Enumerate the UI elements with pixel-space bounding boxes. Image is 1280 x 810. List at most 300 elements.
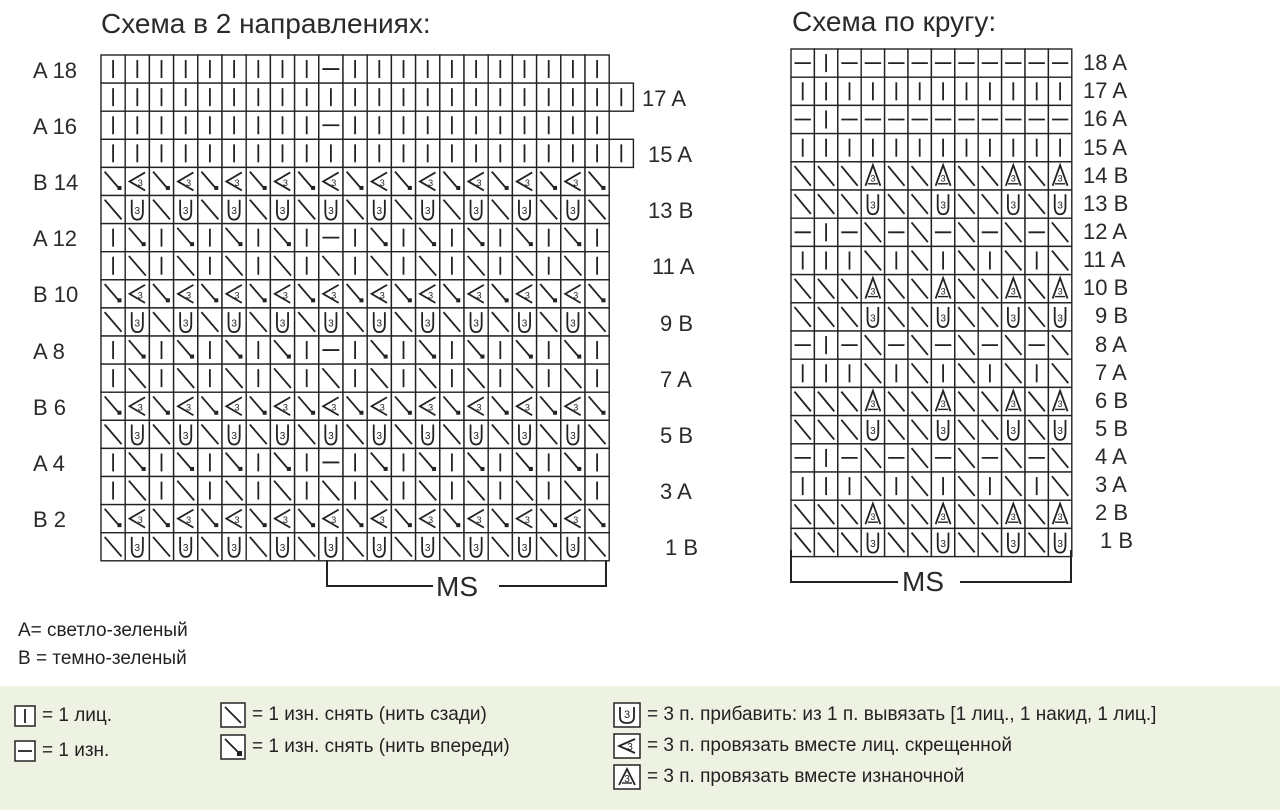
knit-stitch xyxy=(270,83,294,111)
increase-stitch xyxy=(512,196,536,224)
left-chart-title: Схема в 2 направлениях: xyxy=(101,8,431,39)
dec-purl-stitch xyxy=(1048,275,1071,303)
knit-stitch xyxy=(1025,77,1048,105)
knit-stitch xyxy=(585,477,609,505)
slip-back-stitch xyxy=(814,275,837,303)
slip-front-stitch xyxy=(295,505,319,533)
knit-stitch xyxy=(367,55,391,83)
purl-stitch xyxy=(861,49,884,77)
knit-stitch xyxy=(416,55,440,83)
slip-back-stitch xyxy=(149,196,173,224)
svg-text:3: 3 xyxy=(1057,426,1063,438)
slip-back-stitch xyxy=(814,416,837,444)
knit-stitch xyxy=(246,252,270,280)
row-label: 13 B xyxy=(1083,191,1129,216)
row-label: 16 A xyxy=(1083,106,1128,131)
row-label: B 2 xyxy=(33,507,67,532)
slip-back-stitch xyxy=(1048,472,1071,500)
svg-text:3: 3 xyxy=(1057,313,1063,325)
increase-stitch xyxy=(931,416,954,444)
slip-back-stitch xyxy=(1048,359,1071,387)
knit-stitch xyxy=(814,218,837,246)
purl-symbol-icon xyxy=(14,740,36,762)
slip-front-stitch xyxy=(464,224,488,252)
purl-stitch xyxy=(791,218,814,246)
slip-back-stitch xyxy=(861,246,884,274)
knit-stitch xyxy=(343,83,367,111)
legend-slip-front-text: = 1 изн. снять (нить впереди) xyxy=(252,736,510,757)
knit-stitch xyxy=(198,111,222,139)
slip-front-stitch xyxy=(391,505,415,533)
knit-stitch xyxy=(1002,134,1025,162)
slip-front-stitch xyxy=(222,448,246,476)
knit-stitch xyxy=(978,134,1001,162)
slip-back-stitch xyxy=(791,162,814,190)
svg-text:3: 3 xyxy=(524,177,530,188)
knit-stitch xyxy=(488,477,512,505)
row-label: 15 A xyxy=(648,142,693,167)
slip-front-stitch xyxy=(222,336,246,364)
slip-back-stitch xyxy=(838,190,861,218)
slip-back-stitch xyxy=(1002,359,1025,387)
increase-stitch xyxy=(861,416,884,444)
knit-stitch xyxy=(319,139,343,167)
knit-stitch xyxy=(1048,134,1071,162)
slip-back-stitch xyxy=(838,416,861,444)
increase-stitch xyxy=(319,420,343,448)
slip-back-stitch xyxy=(908,275,931,303)
knit-stitch xyxy=(295,55,319,83)
slip-back-stitch xyxy=(537,308,561,336)
knit-stitch xyxy=(464,111,488,139)
increase-stitch xyxy=(222,308,246,336)
slip-back-stitch xyxy=(537,196,561,224)
dec-purl-stitch xyxy=(1002,162,1025,190)
slip-front-symbol-icon xyxy=(220,734,246,760)
svg-text:3: 3 xyxy=(473,318,479,330)
slip-front-stitch xyxy=(270,336,294,364)
slip-back-stitch xyxy=(101,533,125,561)
knit-stitch xyxy=(908,77,931,105)
slip-back-stitch xyxy=(149,308,173,336)
svg-text:3: 3 xyxy=(428,177,434,188)
dec-knit-tbl-stitch xyxy=(319,505,343,533)
dec-knit-tbl-stitch xyxy=(561,505,585,533)
slip-back-stitch xyxy=(464,252,488,280)
knit-stitch xyxy=(295,139,319,167)
svg-text:3: 3 xyxy=(328,430,334,442)
svg-text:3: 3 xyxy=(379,402,385,413)
knit-stitch xyxy=(791,359,814,387)
slip-back-stitch xyxy=(416,364,440,392)
slip-back-stitch xyxy=(1025,162,1048,190)
dec-knit-tbl-stitch xyxy=(174,280,198,308)
knit-stitch xyxy=(838,134,861,162)
svg-text:3: 3 xyxy=(521,206,528,218)
knit-stitch xyxy=(885,134,908,162)
knit-stitch xyxy=(814,134,837,162)
slip-back-stitch xyxy=(343,420,367,448)
increase-stitch xyxy=(861,303,884,331)
increase-stitch xyxy=(416,533,440,561)
svg-text:3: 3 xyxy=(573,515,579,526)
slip-back-stitch xyxy=(1048,444,1071,472)
svg-text:3: 3 xyxy=(476,290,482,301)
slip-back-stitch xyxy=(814,162,837,190)
svg-text:3: 3 xyxy=(279,206,286,218)
svg-text:3: 3 xyxy=(870,426,876,438)
increase-stitch xyxy=(367,308,391,336)
dec-knit-tbl-stitch xyxy=(319,392,343,420)
knit-stitch xyxy=(838,77,861,105)
slip-front-stitch xyxy=(488,392,512,420)
knit-stitch xyxy=(198,448,222,476)
knit-stitch xyxy=(416,83,440,111)
knit-stitch xyxy=(174,83,198,111)
knit-stitch xyxy=(861,77,884,105)
dec-purl-stitch xyxy=(931,275,954,303)
slip-back-stitch xyxy=(174,477,198,505)
knit-stitch xyxy=(367,83,391,111)
slip-back-stitch xyxy=(955,275,978,303)
knit-stitch xyxy=(955,77,978,105)
slip-back-stitch xyxy=(908,387,931,415)
increase-stitch xyxy=(319,308,343,336)
slip-back-stitch xyxy=(861,359,884,387)
slip-back-stitch xyxy=(391,308,415,336)
knit-stitch xyxy=(125,111,149,139)
svg-text:3: 3 xyxy=(1010,399,1016,410)
knit-stitch xyxy=(295,111,319,139)
slip-back-stitch xyxy=(391,533,415,561)
slip-front-stitch xyxy=(343,505,367,533)
slip-front-stitch xyxy=(537,167,561,195)
svg-text:3: 3 xyxy=(1010,511,1016,522)
svg-text:3: 3 xyxy=(376,206,383,218)
slip-back-stitch xyxy=(391,196,415,224)
svg-text:3: 3 xyxy=(379,515,385,526)
knit-stitch xyxy=(861,134,884,162)
slip-back-stitch xyxy=(955,303,978,331)
slip-back-stitch xyxy=(198,420,222,448)
slip-back-stitch xyxy=(861,331,884,359)
dec-purl-stitch xyxy=(861,387,884,415)
svg-text:3: 3 xyxy=(234,515,240,526)
svg-text:3: 3 xyxy=(186,402,192,413)
dec-knit-tbl-stitch xyxy=(125,280,149,308)
slip-back-stitch xyxy=(1025,416,1048,444)
dec-purl-stitch xyxy=(1048,500,1071,528)
svg-text:3: 3 xyxy=(424,206,431,218)
knit-stitch xyxy=(295,224,319,252)
slip-back-stitch xyxy=(537,533,561,561)
svg-text:3: 3 xyxy=(870,399,876,410)
knit-stitch xyxy=(537,111,561,139)
right-stitch-chart xyxy=(790,48,1074,558)
knit-stitch xyxy=(125,139,149,167)
knit-stitch xyxy=(246,224,270,252)
svg-text:3: 3 xyxy=(573,290,579,301)
purl-stitch xyxy=(1048,49,1071,77)
svg-text:3: 3 xyxy=(282,402,288,413)
knit-stitch xyxy=(149,111,173,139)
dec-knit-tbl-stitch xyxy=(174,505,198,533)
knit-symbol-icon xyxy=(14,705,36,727)
slip-front-stitch xyxy=(585,392,609,420)
dec-knit-tbl-stitch xyxy=(367,167,391,195)
row-label: 11 A xyxy=(652,254,695,279)
increase-stitch xyxy=(174,308,198,336)
knit-stitch xyxy=(537,336,561,364)
slip-front-stitch xyxy=(174,336,198,364)
dec-knit-tbl-stitch xyxy=(222,280,246,308)
knit-stitch xyxy=(343,224,367,252)
increase-stitch xyxy=(270,196,294,224)
slip-back-stitch xyxy=(149,533,173,561)
slip-front-stitch xyxy=(101,505,125,533)
slip-back-stitch xyxy=(955,246,978,274)
slip-back-stitch xyxy=(978,387,1001,415)
dec-knit-tbl-stitch xyxy=(222,505,246,533)
increase-stitch xyxy=(512,308,536,336)
knit-stitch xyxy=(561,83,585,111)
increase-stitch xyxy=(561,420,585,448)
purl-stitch xyxy=(838,444,861,472)
knit-stitch xyxy=(440,252,464,280)
dec-knit-tbl-stitch xyxy=(222,167,246,195)
svg-text:3: 3 xyxy=(134,318,141,330)
increase-stitch xyxy=(1002,416,1025,444)
slip-back-stitch xyxy=(814,303,837,331)
svg-text:3: 3 xyxy=(940,286,946,297)
svg-text:3: 3 xyxy=(279,430,286,442)
slip-back-symbol-icon xyxy=(220,702,246,728)
purl-stitch xyxy=(319,336,343,364)
slip-back-stitch xyxy=(908,472,931,500)
slip-front-stitch xyxy=(149,505,173,533)
knit-stitch xyxy=(174,55,198,83)
increase-stitch xyxy=(270,533,294,561)
slip-back-stitch xyxy=(343,196,367,224)
knit-stitch xyxy=(440,139,464,167)
slip-back-stitch xyxy=(440,308,464,336)
knit-stitch xyxy=(101,364,125,392)
knit-stitch xyxy=(343,336,367,364)
slip-back-stitch xyxy=(246,533,270,561)
legend-dec-purl-text: = 3 п. провязать вместе изнаночной xyxy=(647,766,965,787)
increase-stitch xyxy=(416,196,440,224)
slip-back-stitch xyxy=(222,477,246,505)
svg-text:3: 3 xyxy=(1010,313,1017,325)
slip-front-stitch xyxy=(440,167,464,195)
dec-purl-stitch xyxy=(861,162,884,190)
knit-stitch xyxy=(222,55,246,83)
increase-stitch xyxy=(174,533,198,561)
svg-text:3: 3 xyxy=(1010,286,1016,297)
slip-back-stitch xyxy=(1002,331,1025,359)
slip-back-stitch xyxy=(908,444,931,472)
purl-stitch xyxy=(978,105,1001,133)
slip-back-stitch xyxy=(198,308,222,336)
svg-text:3: 3 xyxy=(870,173,876,184)
knit-stitch xyxy=(295,477,319,505)
slip-back-stitch xyxy=(416,477,440,505)
slip-back-stitch xyxy=(561,252,585,280)
slip-back-stitch xyxy=(101,420,125,448)
purl-stitch xyxy=(931,105,954,133)
knit-stitch xyxy=(391,448,415,476)
knit-stitch xyxy=(174,111,198,139)
increase-stitch xyxy=(174,420,198,448)
svg-text:3: 3 xyxy=(134,430,141,442)
knit-stitch xyxy=(537,55,561,83)
knit-stitch xyxy=(391,252,415,280)
svg-text:3: 3 xyxy=(1010,173,1016,184)
slip-front-stitch xyxy=(246,280,270,308)
knit-stitch xyxy=(585,364,609,392)
knit-stitch xyxy=(885,472,908,500)
slip-back-stitch xyxy=(791,275,814,303)
knit-stitch xyxy=(464,83,488,111)
svg-text:3: 3 xyxy=(428,402,434,413)
slip-front-stitch xyxy=(537,280,561,308)
svg-text:3: 3 xyxy=(182,430,189,442)
svg-text:3: 3 xyxy=(137,515,143,526)
knit-stitch xyxy=(198,364,222,392)
svg-text:3: 3 xyxy=(473,206,479,218)
purl-stitch xyxy=(955,49,978,77)
knit-stitch xyxy=(149,83,173,111)
svg-text:3: 3 xyxy=(331,177,337,188)
increase-stitch xyxy=(1048,416,1071,444)
knit-stitch xyxy=(561,139,585,167)
dec-knit-tbl-stitch xyxy=(174,392,198,420)
purl-stitch xyxy=(955,105,978,133)
slip-back-stitch xyxy=(149,420,173,448)
slip-front-stitch xyxy=(198,392,222,420)
knit-stitch xyxy=(585,448,609,476)
slip-back-stitch xyxy=(488,420,512,448)
knit-stitch xyxy=(246,83,270,111)
increase-stitch xyxy=(561,308,585,336)
slip-front-stitch xyxy=(174,224,198,252)
knit-stitch xyxy=(343,55,367,83)
slip-back-stitch xyxy=(125,477,149,505)
slip-front-stitch xyxy=(367,448,391,476)
knit-stitch xyxy=(838,472,861,500)
row-label: B 10 xyxy=(33,282,79,307)
slip-front-stitch xyxy=(512,448,536,476)
svg-text:3: 3 xyxy=(137,177,143,188)
increase-stitch xyxy=(125,533,149,561)
knit-stitch xyxy=(101,111,125,139)
row-label: 13 B xyxy=(648,198,694,223)
knit-stitch xyxy=(295,336,319,364)
svg-text:3: 3 xyxy=(331,290,337,301)
knit-stitch xyxy=(391,224,415,252)
row-label: A 8 xyxy=(33,339,65,364)
knit-stitch xyxy=(885,359,908,387)
knit-stitch xyxy=(931,77,954,105)
dec-knit-tbl-stitch xyxy=(464,505,488,533)
slip-front-stitch xyxy=(440,505,464,533)
svg-text:3: 3 xyxy=(282,177,288,188)
knit-stitch xyxy=(1025,472,1048,500)
dec-purl-stitch xyxy=(861,275,884,303)
purl-stitch xyxy=(978,218,1001,246)
slip-front-stitch xyxy=(125,336,149,364)
svg-text:3: 3 xyxy=(573,177,579,188)
slip-back-stitch xyxy=(246,308,270,336)
slip-front-stitch xyxy=(295,392,319,420)
knit-stitch xyxy=(585,336,609,364)
knit-stitch xyxy=(246,336,270,364)
svg-text:3: 3 xyxy=(940,539,946,551)
knit-stitch xyxy=(391,83,415,111)
slip-front-stitch xyxy=(537,392,561,420)
increase-stitch xyxy=(367,533,391,561)
knit-stitch xyxy=(561,55,585,83)
slip-back-stitch xyxy=(978,303,1001,331)
purl-stitch xyxy=(978,331,1001,359)
knit-stitch xyxy=(537,448,561,476)
slip-back-stitch xyxy=(791,387,814,415)
slip-back-stitch xyxy=(955,190,978,218)
slip-front-stitch xyxy=(222,224,246,252)
slip-back-stitch xyxy=(198,533,222,561)
slip-back-stitch xyxy=(319,477,343,505)
knit-stitch xyxy=(1048,77,1071,105)
slip-back-stitch xyxy=(367,364,391,392)
svg-text:3: 3 xyxy=(328,206,334,218)
knit-stitch xyxy=(295,448,319,476)
knit-stitch xyxy=(222,139,246,167)
dec-purl-stitch xyxy=(1048,162,1071,190)
svg-text:3: 3 xyxy=(1010,200,1017,212)
dec-knit-tbl-stitch xyxy=(222,392,246,420)
slip-front-stitch xyxy=(561,224,585,252)
dec-knit-tbl-stitch xyxy=(270,392,294,420)
slip-back-stitch xyxy=(198,196,222,224)
slip-back-stitch xyxy=(955,500,978,528)
row-label: 14 B xyxy=(1083,163,1129,188)
svg-text:3: 3 xyxy=(134,543,141,555)
svg-text:3: 3 xyxy=(186,177,192,188)
dec-knit-tbl-stitch xyxy=(464,167,488,195)
slip-back-stitch xyxy=(101,308,125,336)
purl-stitch xyxy=(931,331,954,359)
knit-stitch xyxy=(814,444,837,472)
svg-text:3: 3 xyxy=(282,290,288,301)
right-ms-label: MS xyxy=(902,566,944,597)
slip-front-stitch xyxy=(246,392,270,420)
slip-back-stitch xyxy=(838,275,861,303)
knit-stitch xyxy=(838,359,861,387)
row-label: A 4 xyxy=(33,451,65,476)
knit-stitch xyxy=(198,336,222,364)
slip-back-stitch xyxy=(1025,275,1048,303)
svg-text:3: 3 xyxy=(521,543,528,555)
slip-back-stitch xyxy=(908,331,931,359)
slip-front-stitch xyxy=(561,448,585,476)
knit-stitch xyxy=(440,224,464,252)
knit-stitch xyxy=(585,55,609,83)
slip-back-stitch xyxy=(814,190,837,218)
slip-back-stitch xyxy=(440,533,464,561)
knit-stitch xyxy=(343,364,367,392)
color-key xyxy=(18,617,188,673)
dec-knit-tbl-stitch xyxy=(464,392,488,420)
